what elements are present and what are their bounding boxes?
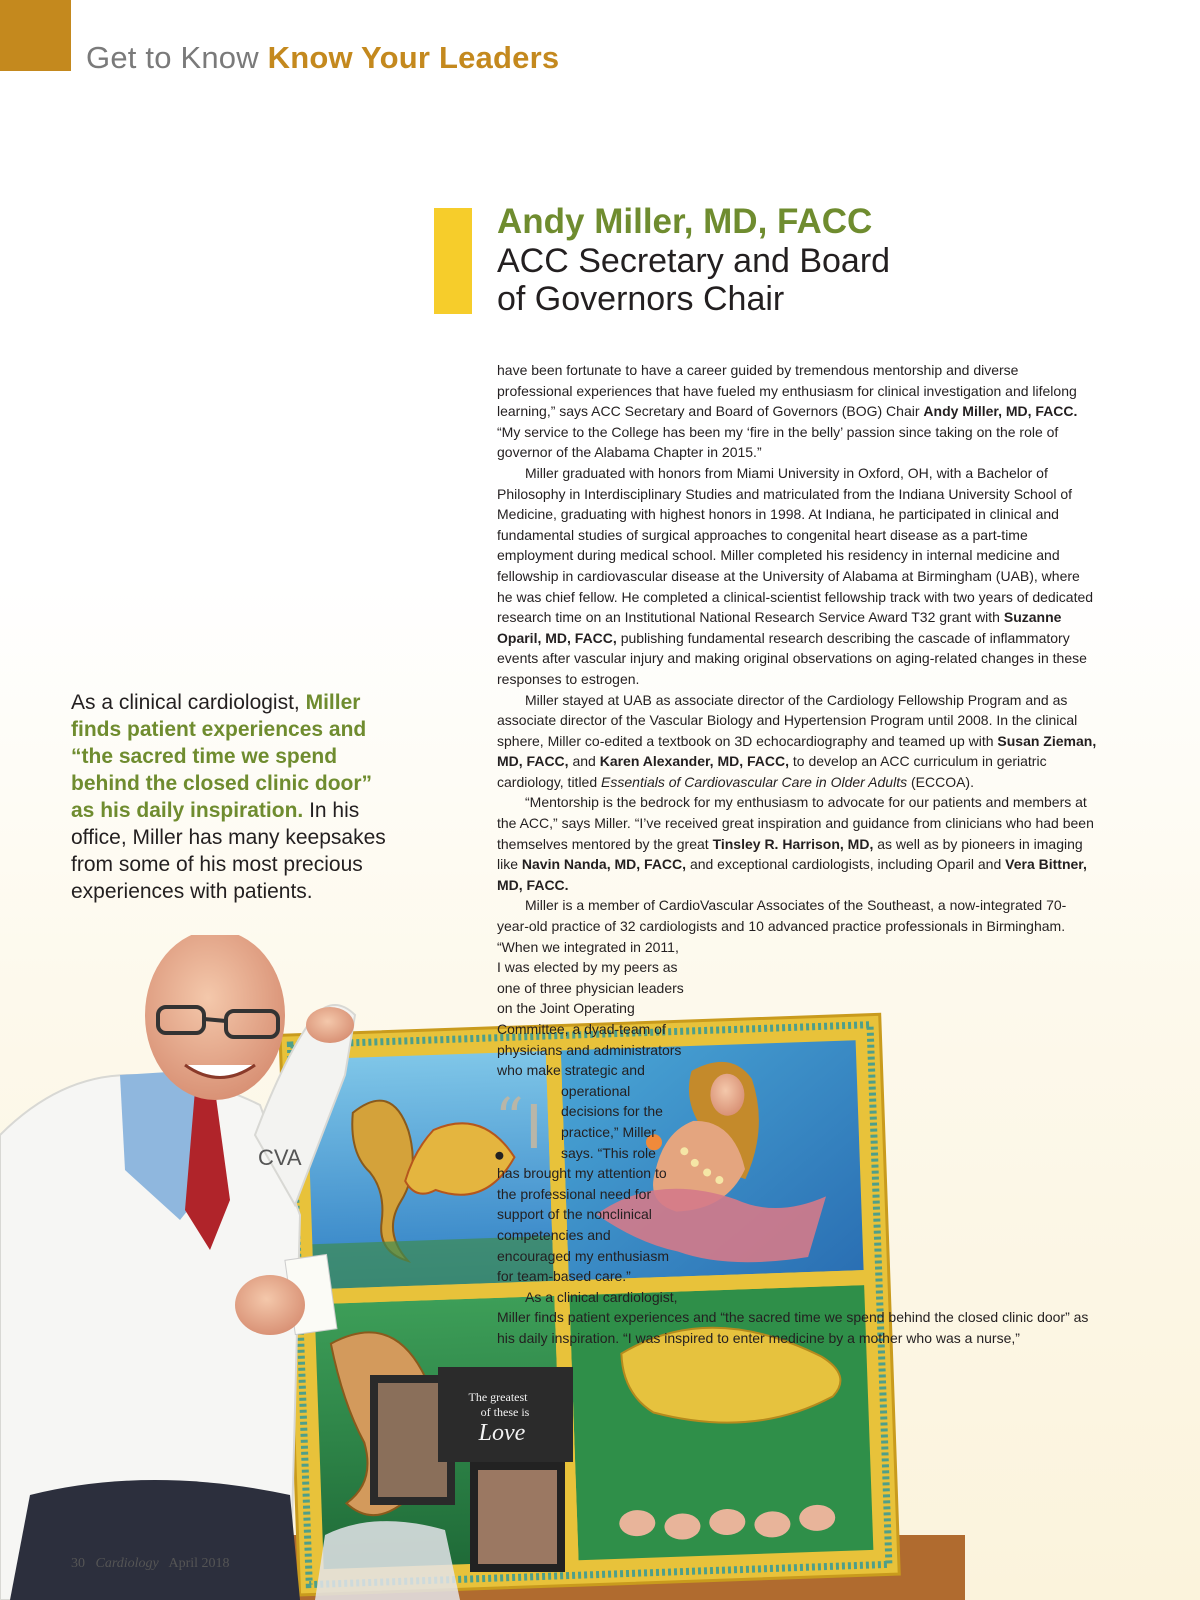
photo-frame-right-picture — [478, 1470, 557, 1564]
header-color-tab — [0, 0, 71, 71]
pull-quote-lead: As a clinical cardiologist, — [71, 691, 300, 714]
leader-name: Andy Miller, MD, FACC — [497, 202, 873, 241]
pull-quote-highlight: Miller finds patient experiences and “the sacred time we spend behind the closed clinic door” as his daily inspiration. — [71, 691, 373, 822]
article-title — [497, 202, 1117, 318]
paragraph-3: Miller stayed at UAB as associate director of the Cardiology Fellowship Program and as associate director of the Vascular Biology and Hypertension Program until 2008. In the clinical sphere, Miller co-edited a textbook on 3D echocardiography and teamed up with Susan Zieman, MD, FACC, and Karen Alexander, MD, FACC, to develop an ACC curriculum in geriatric cardiology, titled Essentials of Cardiovascular Care in Older Adults (ECCOA). — [497, 691, 1097, 790]
opening-quote-mark: “ — [495, 1087, 524, 1152]
article-body — [497, 360, 1097, 1349]
photo-frame-left-picture — [378, 1383, 447, 1497]
love-sign-line1: The greatest — [468, 1390, 528, 1404]
drop-quote — [495, 1087, 561, 1162]
drop-cap: I — [525, 1090, 543, 1162]
love-sign-line2: of these is — [480, 1405, 530, 1419]
issue-date: April 2018 — [168, 1556, 230, 1571]
glasses-bridge — [204, 1019, 226, 1021]
section-header-highlight: Know Your Leaders — [267, 40, 560, 75]
page-footer — [71, 1556, 230, 1572]
love-sign-line3: Love — [478, 1420, 526, 1446]
page-number: 30 — [71, 1556, 85, 1571]
paragraph-5: Miller is a member of CardioVascular Associates of the Southeast, a now-integrated 70-year-old practice of 32 cardiologists and 10 advanced practice professionals in Birmingham. “When we integrated in 2011, I was elected by my peers as one of three physician leaders on the Joint Operating Committee, a dyad-team of physicians and administrators who make strategic and operational decisions for the practice,” Miller says. “This role has brought my attention to the professional need for support of the nonclinical competencies and encouraged my enthusiasm for team-based care.” — [497, 897, 1067, 1285]
pull-quote-rest: In his office, Miller has many keepsakes from some of his most precious experiences with patients. — [71, 799, 386, 903]
section-header — [86, 40, 559, 76]
title-accent-bar — [434, 208, 472, 314]
leader-role-line1: ACC Secretary and Board — [497, 242, 891, 280]
paragraph-4: “Mentorship is the bedrock for my enthusiasm to advocate for our patients and members at the ACC,” says Miller. “I’ve received great inspiration and guidance from clinicians who had been themselves mentored by the great Tinsley R. Harrison, MD, as well as by pioneers in imaging like Navin Nanda, MD, FACC, and exceptional cardiologists, including Oparil and Vera Bittner, MD, FACC. — [497, 794, 1094, 893]
wrap-step-3 — [679, 1098, 1097, 1298]
plastic-bag — [315, 1521, 460, 1600]
pull-quote — [71, 689, 386, 905]
paragraph-6: As a clinical cardiologist, Miller finds patient experiences and “the sacred time we spend behind the closed clinic door” as his daily inspiration. “I was inspired to enter medicine by a mother who was a nurse,” — [497, 1288, 1089, 1346]
magazine-name: Cardiology — [95, 1556, 159, 1571]
paragraph-1: have been fortunate to have a career guided by tremendous mentorship and diverse professional experiences that have fueled my enthusiasm for clinical investigation and lifelong learning,” says ACC Secretary and Board of Governors (BOG) Chair Andy Miller, MD, FACC. “My service to the College has been my ‘fire in the belly’ passion since taking on the role of governor of the Alabama Chapter in 2015.” — [497, 362, 1078, 461]
dark-trousers — [10, 1480, 300, 1600]
holding-hand — [235, 1275, 305, 1335]
section-header-prefix: Get to Know — [86, 40, 259, 75]
wrap-step-1 — [685, 955, 1097, 975]
raised-hand — [306, 1007, 354, 1043]
leader-role-line2: of Governors Chair — [497, 280, 785, 318]
paragraph-2: Miller graduated with honors from Miami University in Oxford, OH, with a Bachelor of Philosophy in Interdisciplinary Studies and matriculated from the Indiana University School of Medicine, graduating with highest honors in 1998. At Indiana, he participated in clinical and fundamental studies of surgical approaches to congenital heart disease as a part-time employment during medical school. Miller completed his residency in internal medicine and fellowship in cardiovascular disease at the University of Alabama at Birmingham (UAB), where he was chief fellow. He completed a clinical-scientist fellowship track with two years of dedicated research time on an Institutional National Research Service Award T32 grant with Suzanne Oparil, MD, FACC, publishing fundamental research describing the cascade of inflammatory events after vascular injury and making original observations on aging-related changes in these responses to estrogen. — [497, 464, 1094, 687]
wrap-step-2 — [689, 975, 1097, 1098]
coat-lapel-logo: CVA — [258, 1145, 302, 1170]
